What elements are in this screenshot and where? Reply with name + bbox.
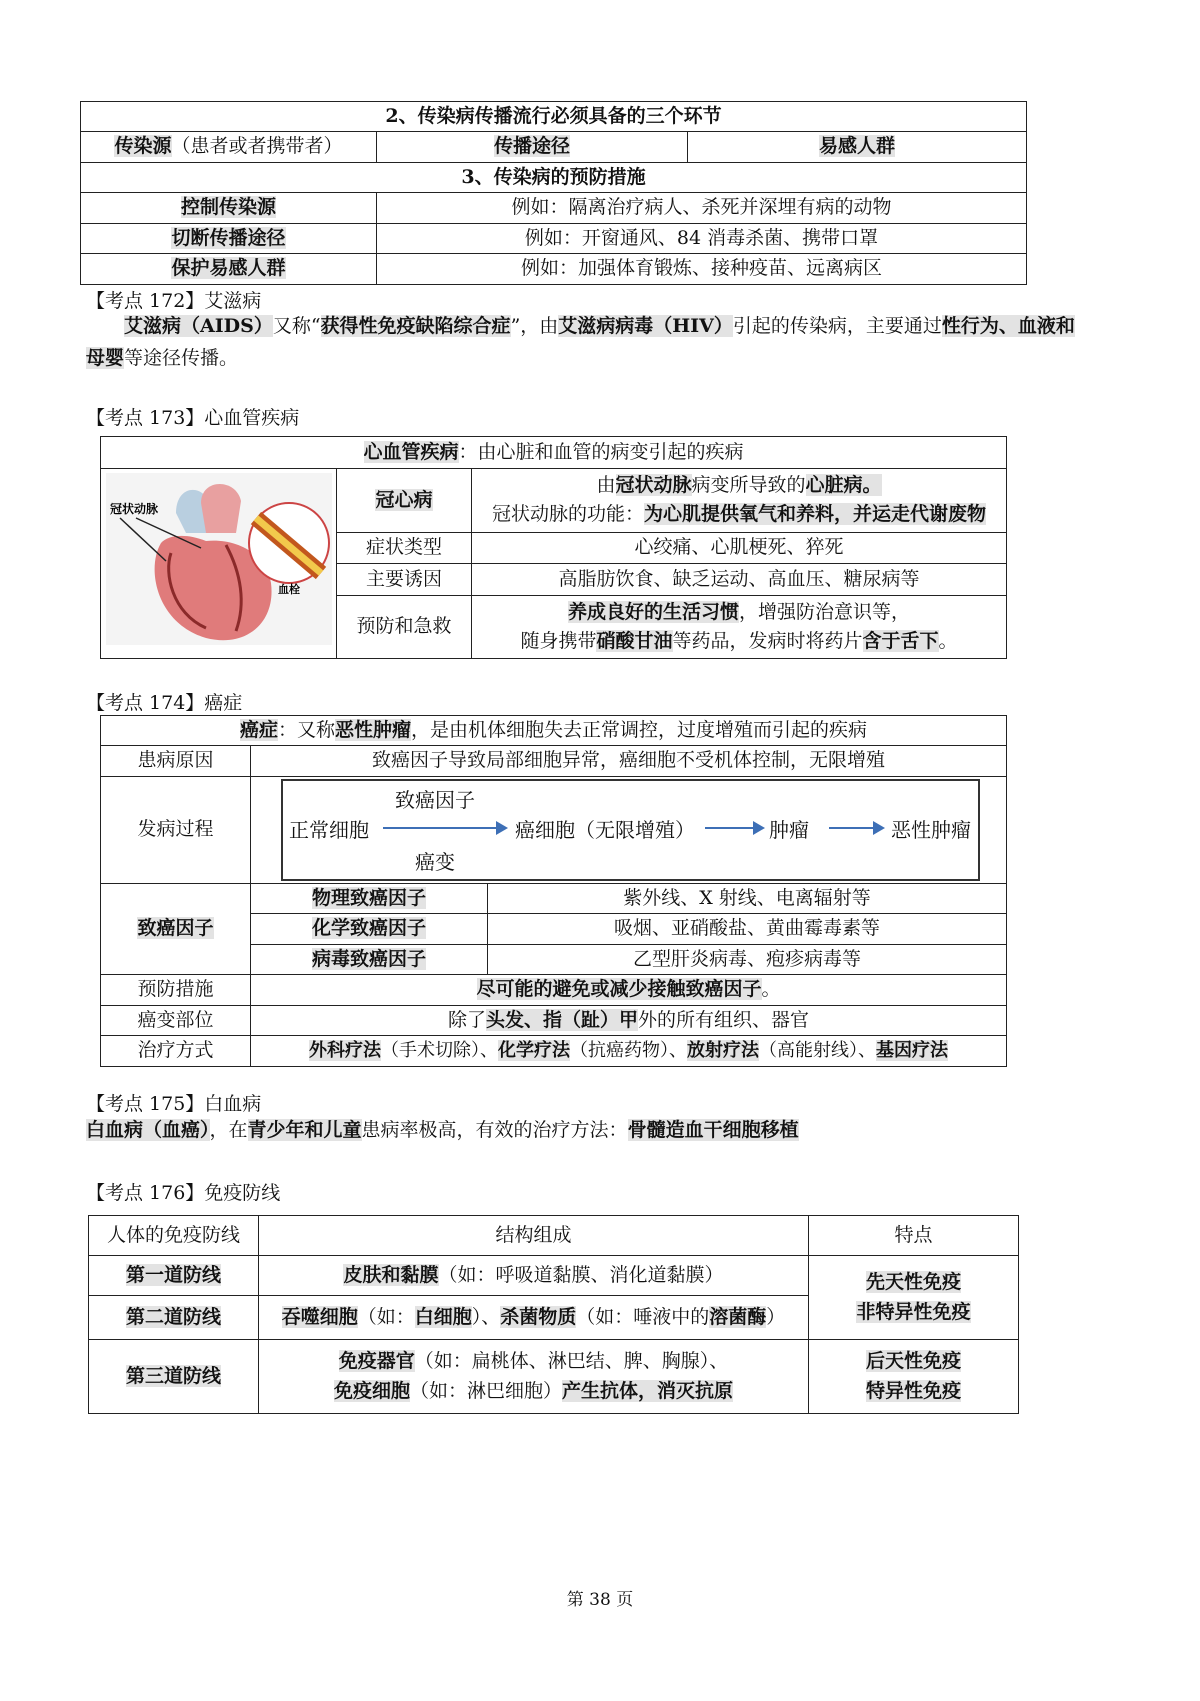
table-row: 患病原因 致癌因子导致局部细胞异常，癌细胞不受机体控制，无限增殖 xyxy=(101,746,1007,776)
flow-carcinogen: 致癌因子 xyxy=(395,787,475,812)
table-row: 预防措施 尽可能的避免或减少接触致癌因子。 xyxy=(101,975,1007,1005)
heading-kd175: 【考点 175】白血病 xyxy=(86,1093,262,1115)
table-title: 2、传染病传播流行必须具备的三个环节 xyxy=(81,102,1027,132)
table-cell: 传染源（患者或者携带者） xyxy=(81,132,377,162)
table-row: 治疗方式 外科疗法（手术切除）、化学疗法（抗癌药物）、放射疗法（高能射线）、基因疗法 xyxy=(101,1036,1007,1066)
column-header: 人体的免疫防线 xyxy=(89,1216,259,1256)
flow-tumor: 肿瘤 xyxy=(769,817,809,842)
infectious-disease-table xyxy=(80,101,1026,285)
table-row: 预防和急救 养成良好的生活习惯，增强防治意识等， 随身携带硝酸甘油等药品，发病时将药片含于舌下。 xyxy=(101,595,1007,659)
heading-kd173: 【考点 173】心血管疾病 xyxy=(86,407,300,429)
column-header: 结构组成 xyxy=(259,1216,809,1256)
table-row: 第三道防线 免疫器官（如：扁桃体、淋巴结、脾、胸腺）、 免疫细胞（如：淋巴细胞）产生抗体，消灭抗原 后天性免疫 特异性免疫 xyxy=(89,1340,1019,1414)
flow-normal-cell: 正常细胞 xyxy=(289,817,369,842)
cancer-process-diagram xyxy=(281,779,980,881)
table-cell: 易感人群 xyxy=(688,132,1027,162)
table-row: 主要诱因 高脂肪饮食、缺乏运动、高血压、糖尿病等 xyxy=(101,564,1007,595)
flow-malignant-tumor: 恶性肿瘤 xyxy=(891,817,971,842)
label-coronary: 冠状动脉 xyxy=(109,502,158,516)
table-title: 3、传染病的预防措施 xyxy=(81,162,1027,192)
column-header: 特点 xyxy=(809,1216,1019,1256)
table-row: 症状类型 心绞痛、心肌梗死、猝死 xyxy=(101,532,1007,563)
table-cell: 传播途径 xyxy=(377,132,688,162)
flow-cancer-cell: 癌细胞（无限增殖） xyxy=(515,817,695,842)
table-row: 病毒致癌因子 乙型肝炎病毒、疱疹病毒等 xyxy=(101,944,1007,974)
heading-kd172: 【考点 172】艾滋病 xyxy=(86,290,262,312)
table-row: 化学致癌因子 吸烟、亚硝酸盐、黄曲霉毒素等 xyxy=(101,914,1007,944)
table-row: 切断传播途径 例如：开窗通风、84 消毒杀菌、携带口罩 xyxy=(81,223,1027,253)
flow-arrow xyxy=(705,827,755,829)
cardiovascular-table: 心血管疾病：由心脏和血管的病变引起的疾病 冠状动脉 血栓 冠心病 由冠状动脉病变所导致的心脏病。 冠状动脉的功能：为心肌提供氧气和养料，并运走代谢废物 症状类型 心绞痛、心肌梗死、猝死 主要诱因 高脂肪饮食、缺乏运动、高血压、糖尿病等 预防和急救 养成良好的生活习惯，增强防治意识等， 随身携带硝酸甘油等药品，发病时将药片含于舌下。 xyxy=(100,436,1006,659)
table-row: 保护易感人群 例如：加强体育锻炼、接种疫苗、远离病区 xyxy=(81,254,1027,284)
flow-arrow xyxy=(383,827,498,829)
cv-definition: 心血管疾病：由心脏和血管的病变引起的疾病 xyxy=(101,437,1007,469)
heading-kd174: 【考点 174】癌症 xyxy=(86,692,243,714)
table-row: 第一道防线 皮肤和黏膜（如：呼吸道黏膜、消化道黏膜） 先天性免疫 非特异性免疫 xyxy=(89,1256,1019,1296)
cancer-definition: 癌症：又称恶性肿瘤，是由机体细胞失去正常调控，过度增殖而引起的疾病 xyxy=(101,716,1007,746)
table-row: 致癌因子 物理致癌因子 紫外线、X 射线、电离辐射等 xyxy=(101,883,1007,913)
flow-mutation: 癌变 xyxy=(415,849,455,874)
page-number: 第 38 页 xyxy=(566,1590,634,1610)
flow-arrow xyxy=(829,827,875,829)
heart-image-cell xyxy=(101,469,337,659)
table-row: 控制传染源 例如：隔离治疗病人、杀死并深埋有病的动物 xyxy=(81,193,1027,223)
table-row: 癌变部位 除了头发、指（趾）甲外的所有组织、器官 xyxy=(101,1005,1007,1035)
cancer-table xyxy=(100,715,1006,1067)
leukemia-paragraph: 白血病（血癌），在青少年和儿童患病率极高，有效的治疗方法：骨髓造血干细胞移植 xyxy=(86,1119,799,1141)
heart-illustration xyxy=(106,473,332,645)
label-thrombus: 血栓 xyxy=(277,583,300,596)
table-row: 第二道防线 吞噬细胞（如：白细胞）、杀菌物质（如：唾液中的溶菌酶） xyxy=(89,1296,1019,1340)
aids-paragraph: 艾滋病（AIDS）又称“获得性免疫缺陷综合症”，由艾滋病病毒（HIV）引起的传染病，主要通过性行为、血液和母婴等途径传播。 xyxy=(86,315,1075,369)
table-row: 发病过程 正常细胞 致癌因子 癌变 癌细胞（无限增殖） 肿瘤 恶性肿瘤 xyxy=(101,776,1007,883)
immune-table xyxy=(88,1215,1018,1414)
heading-kd176: 【考点 176】免疫防线 xyxy=(86,1182,281,1204)
chd-detail: 由冠状动脉病变所导致的心脏病。 冠状动脉的功能：为心肌提供氧气和养料，并运走代谢废物 xyxy=(472,469,1007,533)
